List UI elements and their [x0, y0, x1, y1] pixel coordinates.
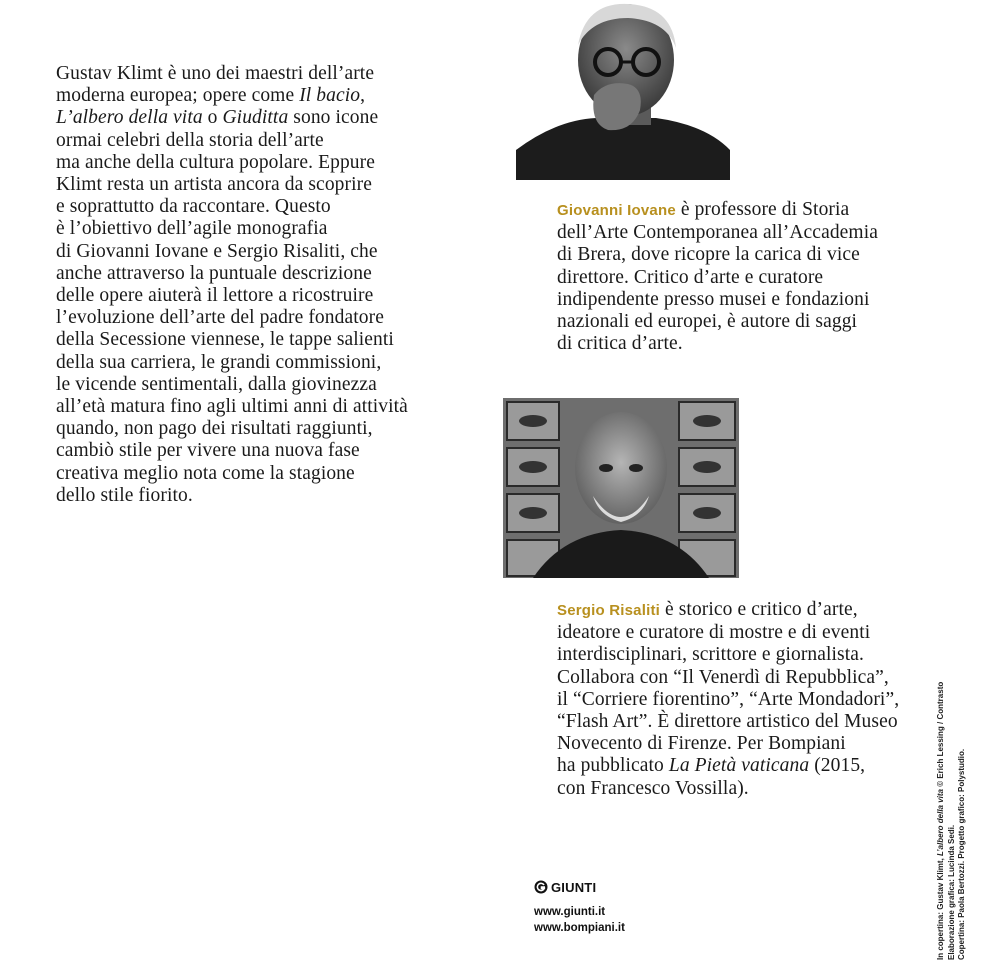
- website-link-bompiani[interactable]: www.bompiani.it: [534, 922, 625, 934]
- text-line: dell’Arte Contemporanea all’Accademia: [557, 222, 878, 244]
- author-bio-sergio-risaliti: [557, 599, 937, 800]
- text-line: le vicende sentimentali, dalla giovinezza: [56, 373, 377, 395]
- text-line: l’evoluzione dell’arte del padre fondatore: [56, 307, 384, 329]
- text-line: interdisciplinari, scrittore e giornalista.: [557, 644, 864, 666]
- text-line: ha pubblicato La Pietà vaticana (2015,: [557, 755, 866, 777]
- giunti-logo-icon: [534, 880, 548, 894]
- text-line: ormai celebri della storia dell’arte: [56, 129, 324, 151]
- text-line: ideatore e curatore di mostre e di eventi: [557, 622, 871, 644]
- bio-lines: [557, 622, 937, 800]
- website-links: [534, 904, 625, 936]
- credit-line: In copertina: Gustav Klimt, L’albero della vita © Erich Lessing / Contrasto: [936, 681, 945, 960]
- text-line: “Flash Art”. È direttore artistico del Museo: [557, 711, 898, 733]
- text-line: ma anche della cultura popolare. Eppure: [56, 151, 376, 173]
- text-line: di Giovanni Iovane e Sergio Risaliti, che: [56, 240, 378, 262]
- portrait-image: [516, 0, 730, 180]
- author-name: Giovanni Iovane: [557, 202, 676, 219]
- bio-text: è professore di Storia: [675, 199, 850, 220]
- text-line: con Francesco Vossilla).: [557, 777, 749, 799]
- text-line: cambiò stile per vivere una nuova fase: [56, 440, 360, 462]
- logo-text: GIUNTI: [551, 879, 597, 895]
- text-line: della Secessione viennese, le tappe salienti: [56, 329, 394, 351]
- text-line: all’età matura fino agli ultimi anni di attività: [56, 396, 408, 418]
- website-link-giunti[interactable]: www.giunti.it: [534, 906, 606, 918]
- text-line: è l’obiettivo dell’agile monografia: [56, 218, 328, 240]
- author-bio-giovanni-iovane: [557, 199, 937, 355]
- text-line: nazionali ed europei, è autore di saggi: [557, 311, 858, 333]
- text-line: di critica d’arte.: [557, 333, 683, 355]
- text-line: di Brera, dove ricopre la carica di vice: [557, 244, 860, 266]
- credit-line: Elaborazione grafica: Lucinda Sedi.: [946, 824, 956, 960]
- text-line: Gustav Klimt è uno dei maestri dell’arte: [56, 63, 375, 84]
- author-photo-sergio-risaliti: [503, 398, 739, 578]
- text-line: quando, non pago dei risultati raggiunti,: [56, 418, 373, 440]
- text-line: anche attraverso la puntuale descrizione: [56, 262, 372, 284]
- text-line: delle opere aiuterà il lettore a ricostruire: [56, 285, 374, 307]
- text-line: il “Corriere fiorentino”, “Arte Mondadori”,: [557, 688, 900, 710]
- bio-lines: [557, 222, 937, 355]
- intro-paragraph: [56, 63, 436, 507]
- text-line: direttore. Critico d’arte e curatore: [557, 266, 824, 288]
- text-line: Klimt resta un artista ancora da scoprire: [56, 174, 372, 196]
- text-line: dello stile fiorito.: [56, 484, 193, 506]
- author-photo-giovanni-iovane: [516, 0, 730, 180]
- text-line: creativa meglio nota come la stagione: [56, 462, 355, 484]
- publisher-block: [534, 878, 625, 936]
- text-line: moderna europea; opere come Il bacio,: [56, 85, 366, 107]
- cover-credits: [936, 640, 968, 960]
- bio-first-line: [557, 599, 937, 622]
- text-line: indipendente presso musei e fondazioni: [557, 288, 870, 310]
- text-line: Novecento di Firenze. Per Bompiani: [557, 733, 846, 755]
- bio-first-line: [557, 199, 937, 222]
- text-line: della sua carriera, le grandi commissioni,: [56, 351, 382, 373]
- bio-text: è storico e critico d’arte,: [660, 599, 858, 620]
- text-line: Collabora con “Il Venerdì di Repubblica”,: [557, 666, 889, 688]
- giunti-logo: [534, 878, 625, 896]
- author-name: Sergio Risaliti: [557, 602, 661, 619]
- credit-line: Copertina: Paola Bertozzi. Progetto grafico: Polystudio.: [957, 748, 966, 960]
- text-line: e soprattutto da raccontare. Questo: [56, 196, 331, 218]
- text-line: L’albero della vita o Giuditta sono icone: [56, 107, 379, 129]
- portrait-image: [503, 398, 739, 578]
